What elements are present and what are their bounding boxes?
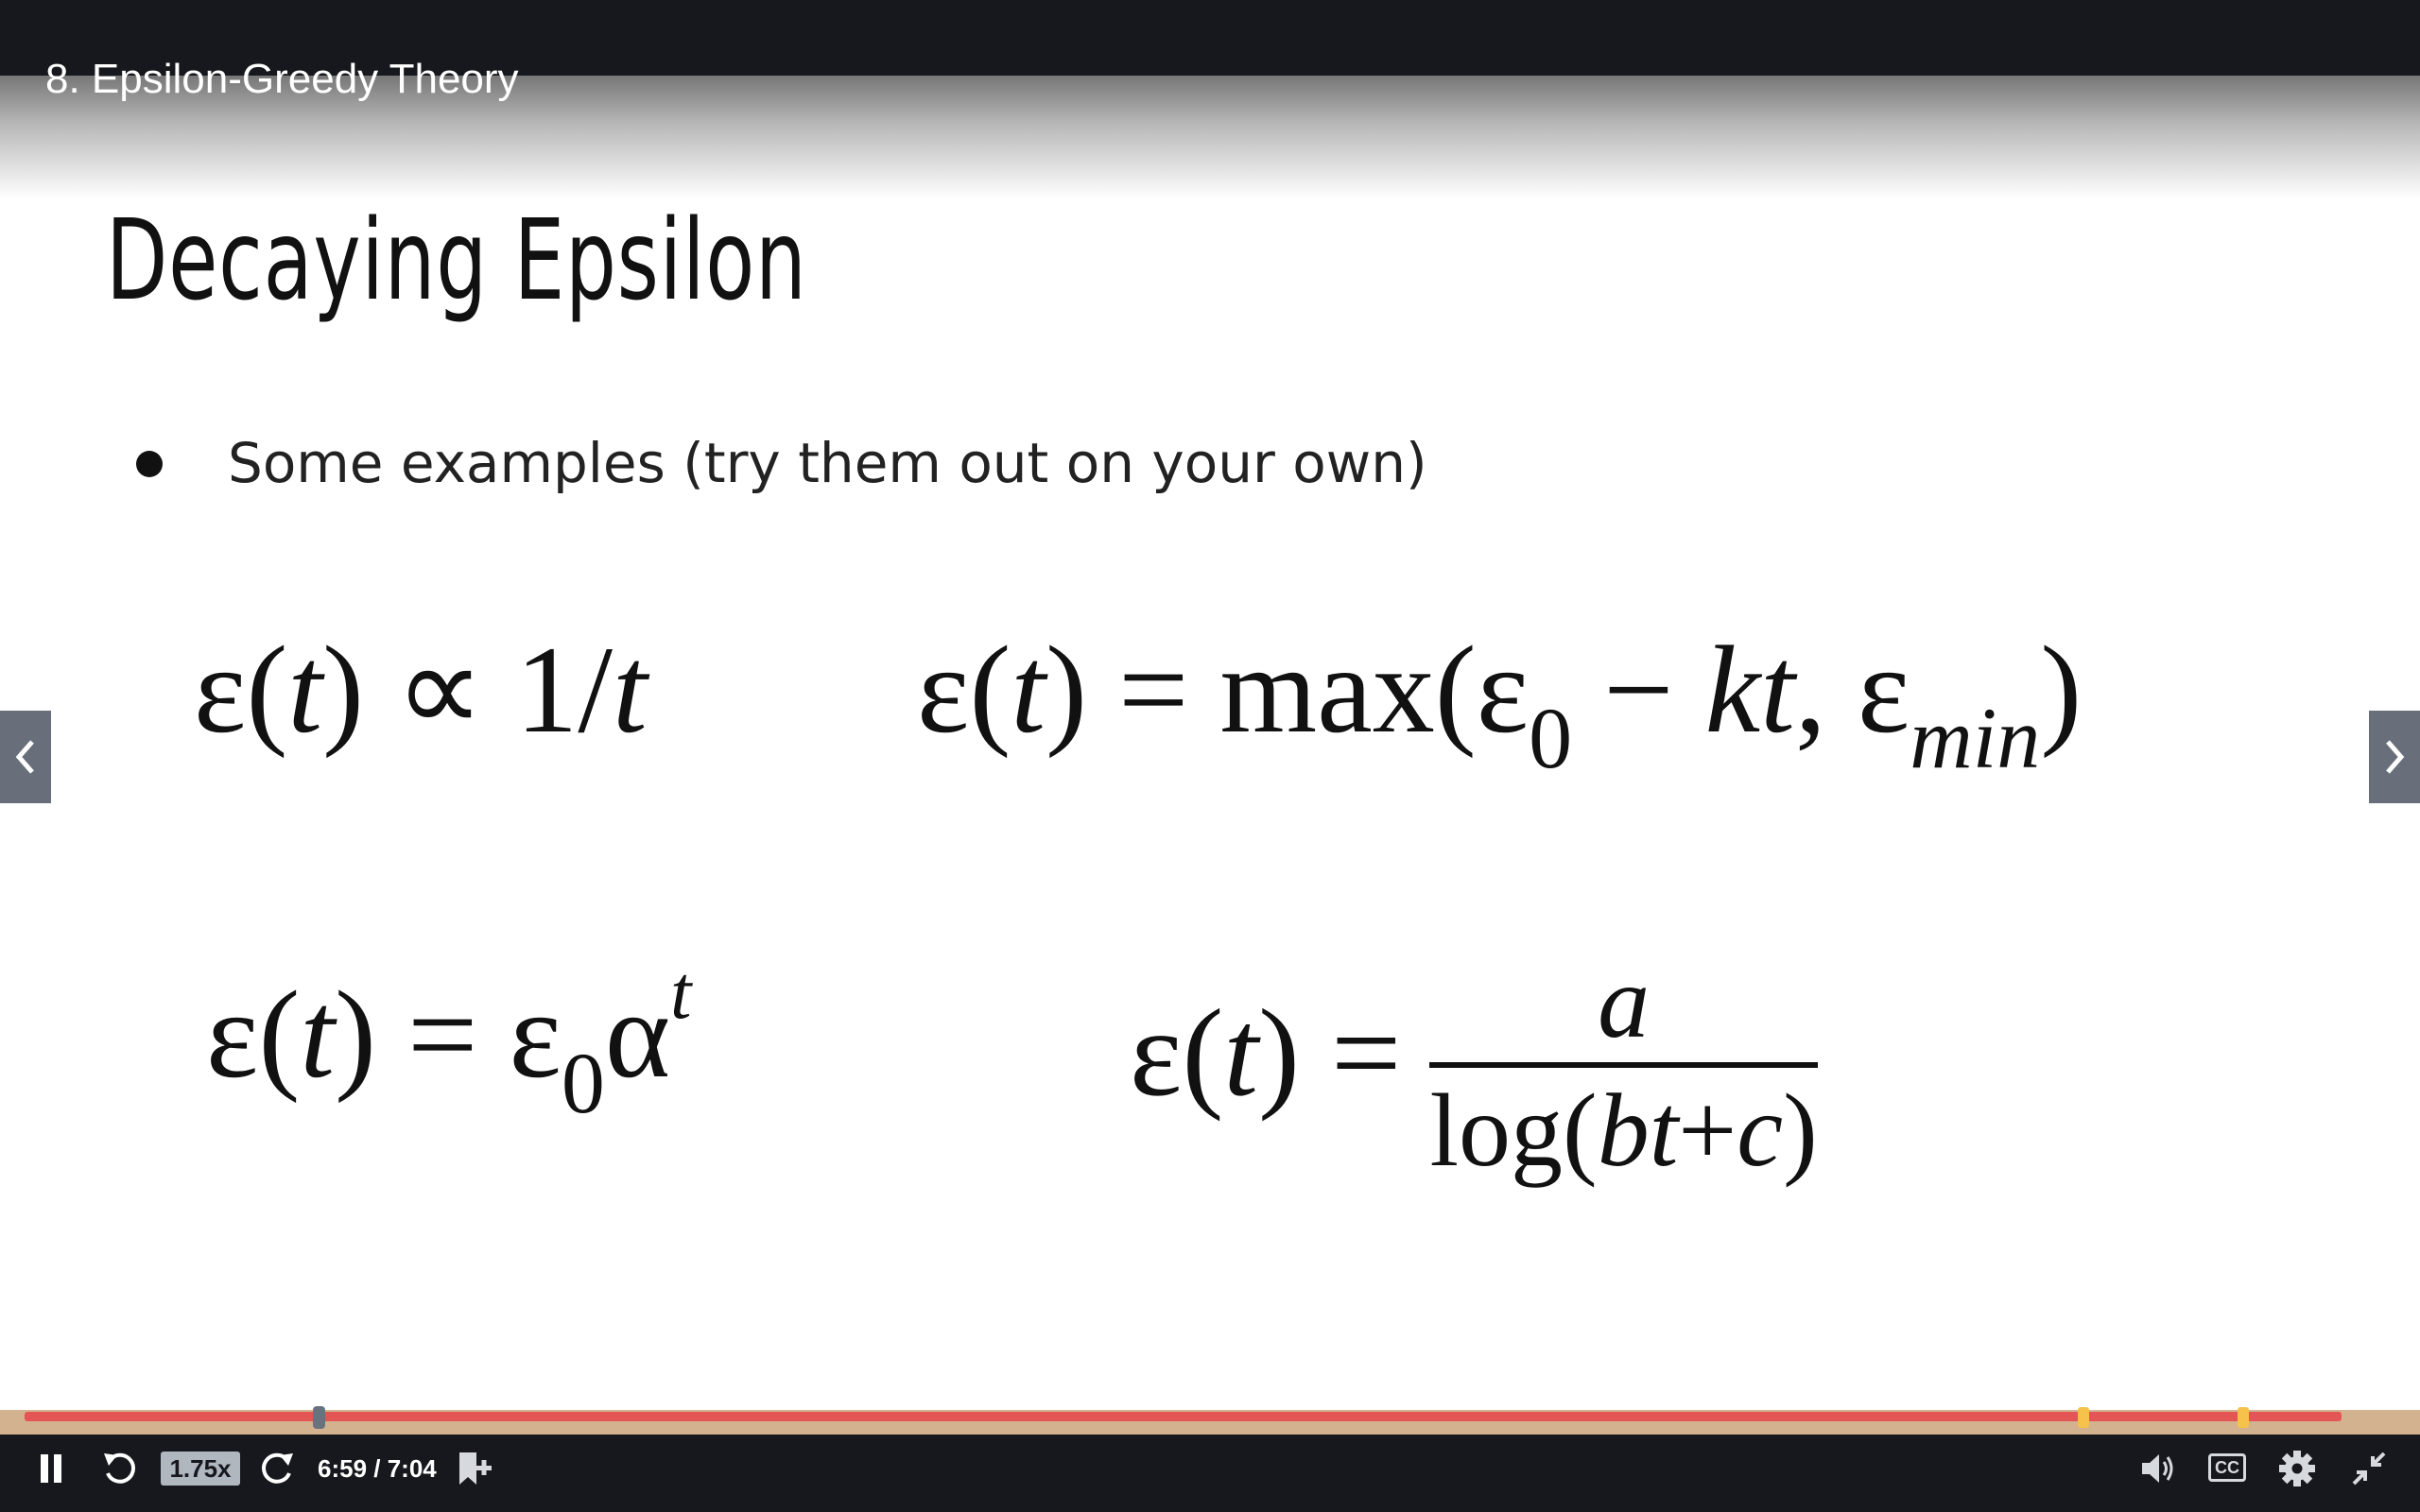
gear-icon: [2278, 1450, 2316, 1487]
chevron-left-icon: [11, 736, 40, 778]
forward-button[interactable]: [257, 1446, 299, 1491]
slide-heading: Decaying Epsilon: [106, 195, 807, 325]
bookmark-marker[interactable]: [2238, 1407, 2249, 1428]
volume-button[interactable]: [2138, 1446, 2180, 1491]
rewind-icon: [100, 1450, 138, 1487]
play-pause-button[interactable]: [34, 1446, 68, 1491]
exit-fullscreen-button[interactable]: [2348, 1446, 2390, 1491]
pause-icon: [38, 1452, 64, 1485]
progress-fill: [25, 1412, 2342, 1421]
next-lecture-button[interactable]: [2369, 711, 2420, 803]
lecture-title: 8. Epsilon-Greedy Theory: [45, 56, 519, 102]
progress-handle[interactable]: [313, 1406, 325, 1429]
equation-inverse-t: ε(t) ∝ 1/t: [194, 620, 648, 759]
equation-log-decay: ε(t) = $\frac{a}{\log(bt+c)}$: [1130, 944, 1818, 1188]
forward-icon: [259, 1450, 297, 1487]
bullet-point: [136, 451, 163, 477]
rewind-button[interactable]: [98, 1446, 140, 1491]
add-bookmark-icon: [456, 1449, 493, 1488]
bullet-text: Some examples (try them out on your own): [228, 431, 1427, 495]
settings-button[interactable]: [2276, 1446, 2318, 1491]
chevron-right-icon: [2380, 736, 2409, 778]
captions-button[interactable]: CC: [2208, 1453, 2246, 1482]
volume-icon: [2140, 1452, 2178, 1486]
previous-lecture-button[interactable]: [0, 711, 51, 803]
bookmark-marker[interactable]: [2078, 1407, 2089, 1428]
add-bookmark-button[interactable]: [454, 1446, 495, 1491]
equation-linear-decay: $\varepsilon(t) = \max(\varepsilon_0$ − kt, $\varepsilon_{min}$): [917, 620, 2083, 786]
time-display: 6:59 / 7:04: [318, 1454, 437, 1483]
exit-fullscreen-icon: [2350, 1450, 2388, 1487]
playback-speed-button[interactable]: 1.75x: [161, 1452, 240, 1486]
equation-exponential-decay: $\varepsilon(t) = \varepsilon_0\alpha^t$: [206, 952, 692, 1131]
